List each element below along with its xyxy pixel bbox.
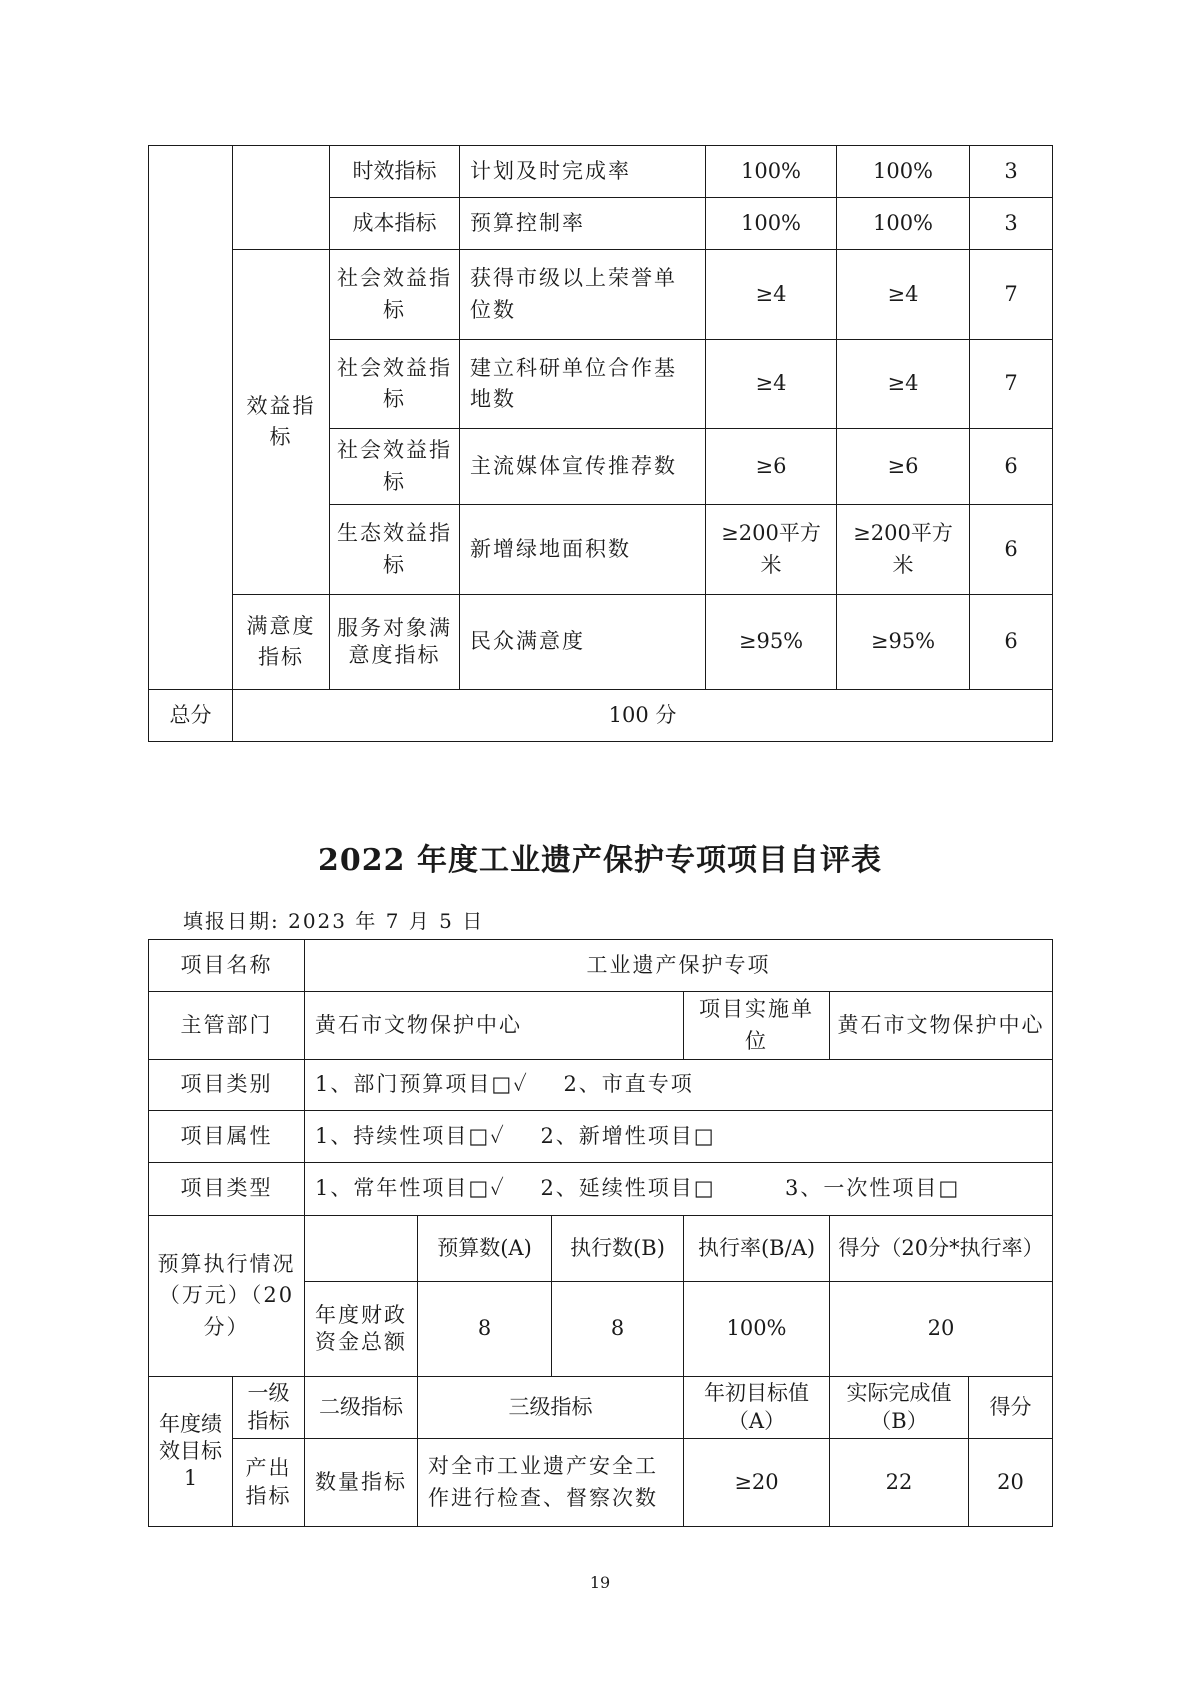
indicator-name: 获得市级以上荣誉单位数 [460,250,706,340]
blank-cell [149,146,233,690]
project-type-value: 1、常年性项目□✓ 2、延续性项目□ 3、一次性项目□ [305,1163,1053,1216]
budget-execution-label: 预算执行情况（万元）（20分） [149,1216,305,1377]
indicator-name: 建立科研单位合作基地数 [460,340,706,429]
benefit-indicator-label: 效益指标 [233,250,330,595]
blank-cell [305,1216,418,1282]
budget-a-value: 8 [418,1282,552,1377]
score-value: 6 [970,595,1053,690]
total-value: 100 分 [233,690,1053,742]
goal-header-score: 得分 [969,1377,1053,1439]
department-value: 黄石市文物保护中心 [305,992,684,1060]
annual-fund-label: 年度财政资金总额 [305,1282,418,1377]
goal-header-actual: 实际完成值（B） [830,1377,969,1439]
score-value: 3 [970,198,1053,250]
project-category-label: 项目类别 [149,1060,305,1111]
self-evaluation-table [148,939,1053,1527]
goal-indicator: 对全市工业遗产安全工作进行检查、督察次数 [418,1439,684,1527]
project-attribute-value: 1、持续性项目□✓ 2、新增性项目□ [305,1111,1053,1163]
performance-indicator-table [148,145,1053,742]
goal-header-target: 年初目标值（A） [684,1377,830,1439]
goal-header-level1: 一级指标 [233,1377,305,1439]
level3-indicator: 时效指标 [330,146,460,198]
actual-value: ≥95% [837,595,970,690]
goal-header-level2: 二级指标 [305,1377,418,1439]
budget-col-score: 得分（20分*执行率） [830,1216,1053,1282]
actual-value: ≥6 [837,429,970,505]
project-name-label: 项目名称 [149,940,305,992]
page-number: 19 [589,1573,611,1592]
actual-value: ≥200平方米 [837,505,970,595]
fill-date: 填报日期: 2023 年 7 月 5 日 [183,909,485,933]
budget-col-b: 执行数(B) [552,1216,684,1282]
target-value: ≥4 [706,250,837,340]
project-attribute-label: 项目属性 [149,1111,305,1163]
goal-header-level3: 三级指标 [418,1377,684,1439]
budget-col-a: 预算数(A) [418,1216,552,1282]
budget-score-value: 20 [830,1282,1053,1377]
goal-actual: 22 [830,1439,969,1527]
project-category-value: 1、部门预算项目□✓ 2、市直专项 [305,1060,1053,1111]
budget-col-rate: 执行率(B/A) [684,1216,830,1282]
actual-value: 100% [837,146,970,198]
score-value: 7 [970,340,1053,429]
goal-level2: 数量指标 [305,1439,418,1527]
target-value: ≥6 [706,429,837,505]
implementing-unit-value: 黄石市文物保护中心 [830,992,1053,1060]
goal-target: ≥20 [684,1439,830,1527]
score-value: 6 [970,429,1053,505]
target-value: ≥200平方米 [706,505,837,595]
budget-b-value: 8 [552,1282,684,1377]
level3-indicator: 生态效益指标 [330,505,460,595]
target-value: ≥95% [706,595,837,690]
actual-value: 100% [837,198,970,250]
implementing-unit-label: 项目实施单位 [684,992,830,1060]
indicator-name: 计划及时完成率 [460,146,706,198]
department-label: 主管部门 [149,992,305,1060]
indicator-name: 预算控制率 [460,198,706,250]
project-name-value: 工业遗产保护专项 [305,940,1053,992]
total-label: 总分 [149,690,233,742]
level3-indicator: 社会效益指标 [330,340,460,429]
target-value: ≥4 [706,340,837,429]
indicator-name: 民众满意度 [460,595,706,690]
annual-goal-label: 年度绩效目标1 [149,1377,233,1527]
form-title: 2022 年度工业遗产保护专项项目自评表 [318,843,882,878]
level3-indicator: 服务对象满意度指标 [330,595,460,690]
level3-indicator: 社会效益指标 [330,429,460,505]
project-type-label: 项目类型 [149,1163,305,1216]
indicator-name: 新增绿地面积数 [460,505,706,595]
goal-score: 20 [969,1439,1053,1527]
satisfaction-indicator-label: 满意度指标 [233,595,330,690]
actual-value: ≥4 [837,250,970,340]
blank-cell [233,146,330,250]
target-value: 100% [706,198,837,250]
level3-indicator: 成本指标 [330,198,460,250]
target-value: 100% [706,146,837,198]
score-value: 3 [970,146,1053,198]
score-value: 6 [970,505,1053,595]
indicator-name: 主流媒体宣传推荐数 [460,429,706,505]
goal-level1: 产出指标 [233,1439,305,1527]
budget-rate-value: 100% [684,1282,830,1377]
actual-value: ≥4 [837,340,970,429]
level3-indicator: 社会效益指标 [330,250,460,340]
score-value: 7 [970,250,1053,340]
